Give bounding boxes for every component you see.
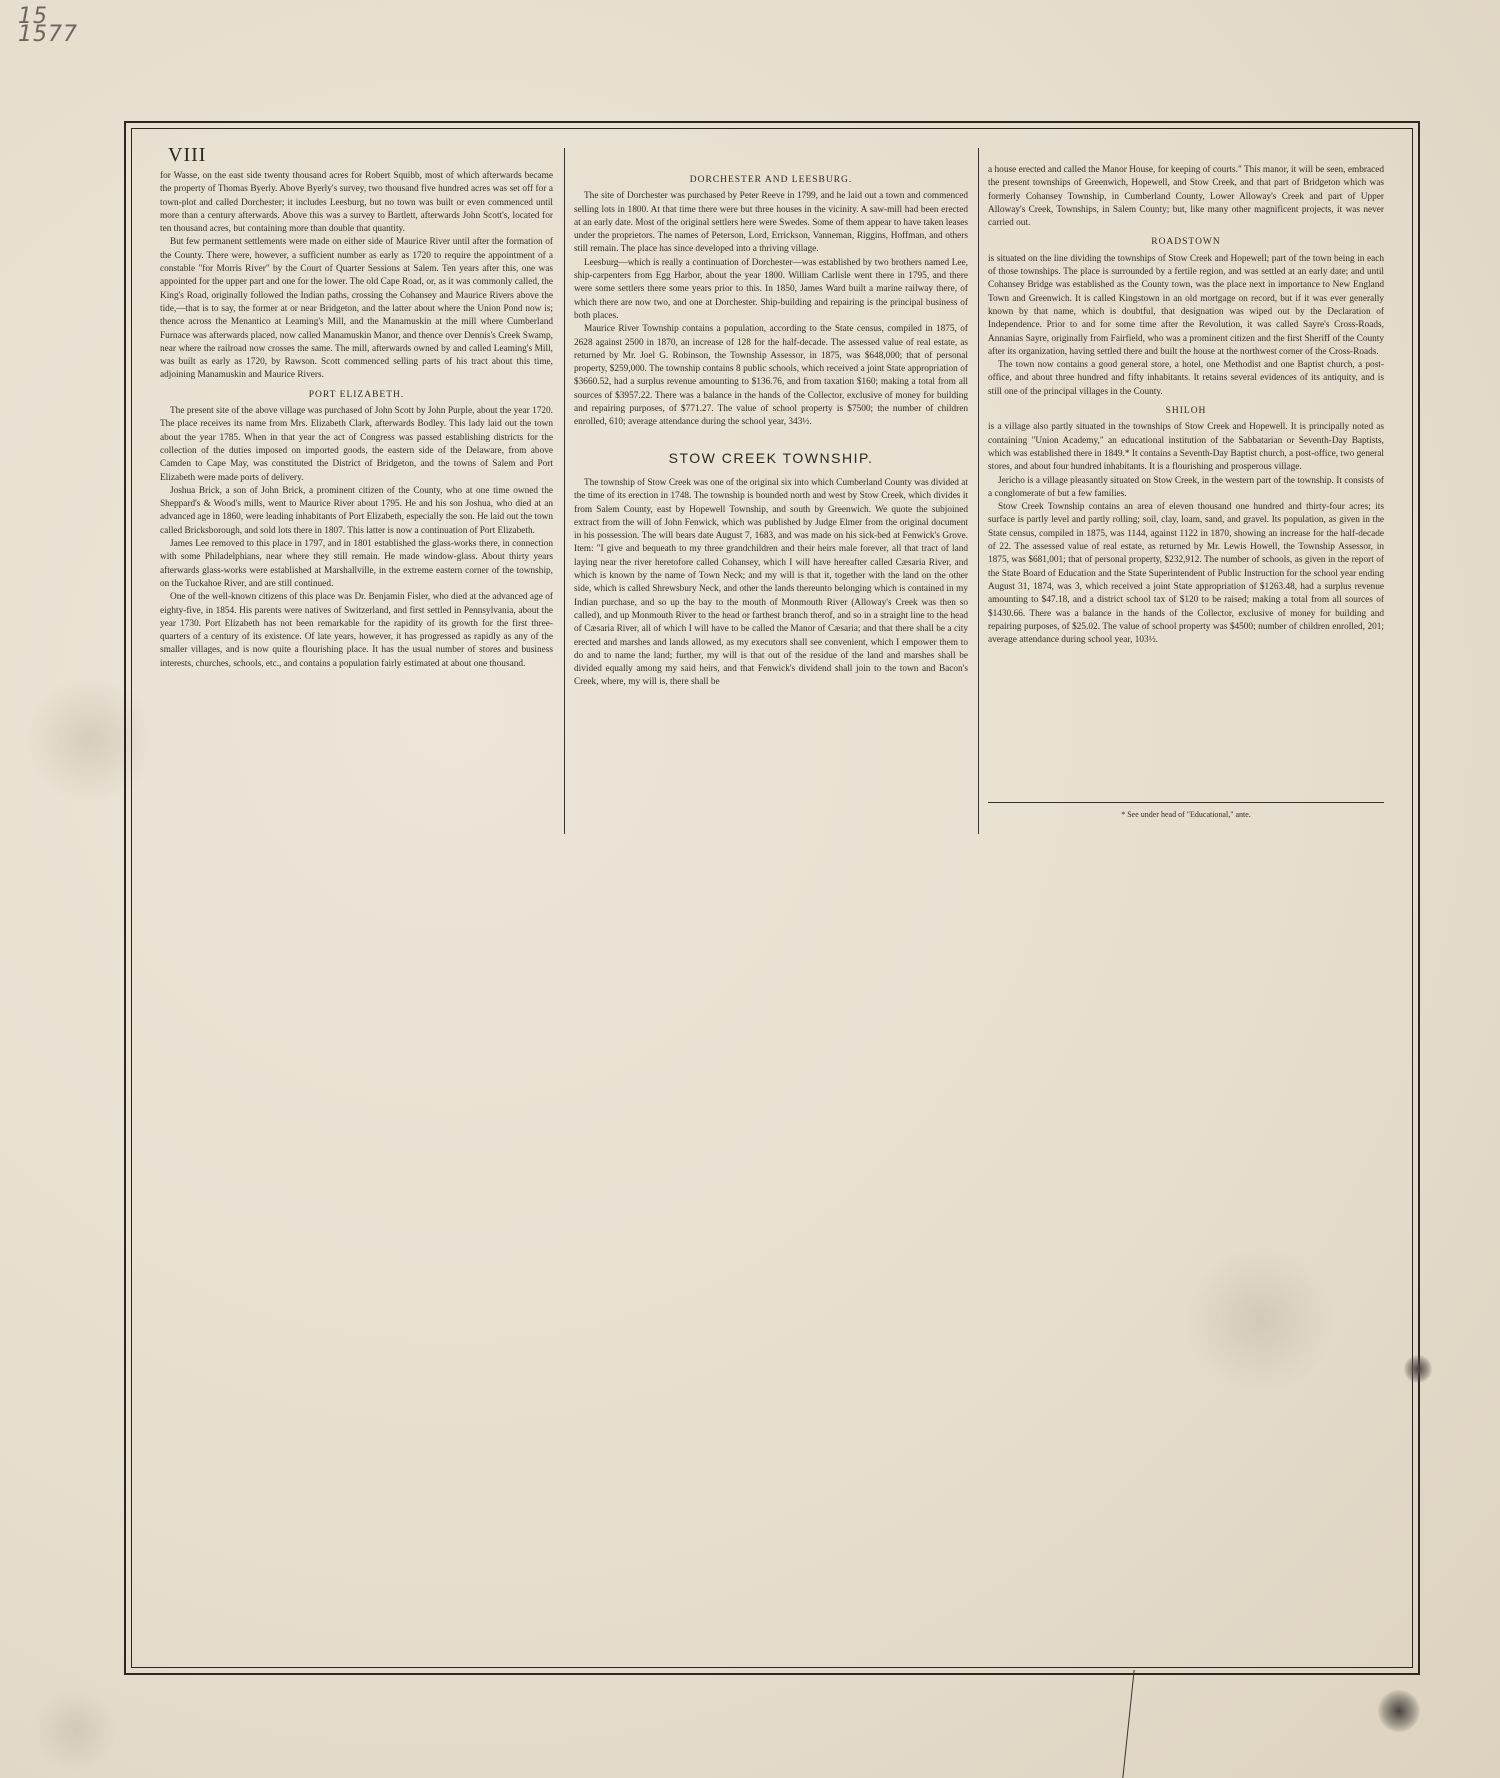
ink-spot [1404, 1355, 1432, 1383]
paragraph: James Lee removed to this place in 1797, and in 1801 established the glass-works there, in connection with some Philadelphians, near where they still remain. He made window-glass. About thirty years afterwards glass-works were established at Marshallville, in the extreme eastern corner of the township, on the Tuckahoe River, and are still continued. [160, 539, 553, 589]
text-column-3 [988, 164, 1384, 647]
paragraph: for Wasse, on the east side twenty thousand acres for Robert Squibb, most of which afterwards became the property of Thomas Byerly. Above Byerly's survey, two thousand five hundred acres was set off for a town-plot and called Dorchester; it includes Leesburg, but no town was built or even commenced until more than a century afterwards. Above this was a survey to Bartlett, afterwards John Scott's, located for ten thousand acres, but containing more than double that quantity. [160, 171, 553, 235]
paragraph: Leesburg—which is really a continuation of Dorchester—was established by two brothers named Lee, ship-carpenters from Egg Harbor, about the year 1800. William Carlisle went there in 1795, and there were some settlers there some years prior to this. In 1850, James Ward built a marine railway there, of which there are now two, and one at Dorchester. Ship-building and repairing is the principal business of both places. [574, 257, 968, 321]
section-heading-stow-creek: STOW CREEK TOWNSHIP. [668, 449, 874, 466]
pencil-annotation: 15 1577 [18, 4, 78, 47]
paragraph: Jericho is a village pleasantly situated on Stow Creek, in the western part of the township. It consists of a conglomerate of but a few families. [988, 475, 1384, 499]
ink-spot [1378, 1690, 1420, 1732]
text-column-2 [574, 168, 968, 690]
footnote: * See under head of "Educational," ante. [1121, 810, 1251, 819]
paragraph: The present site of the above village was purchased of John Scott by John Purple, about the year 1720. The place receives its name from Mrs. Elizabeth Clark, afterwards Bodley. This lady laid out the town about the year 1785. When in that year the act of Congress was passed establishing districts for the collection of the duties imposed on imported goods, the eastern side of the Delaware, from above Camden to Cape May, was constituted the District of Bridgeton, and the towns of Salem and Port Elizabeth were made ports of delivery. [160, 406, 553, 483]
section-heading-port-elizabeth: PORT ELIZABETH. [308, 389, 405, 400]
paragraph: The township of Stow Creek was one of the original six into which Cumberland County was divided at the time of its erection in 1748. The township is bounded north and west by Stow Creek, which divides it from Salem County, east by Hopewell Township, and south by Greenwich. We quote the subjoined extract from the will of John Fenwick, which was published by Judge Elmer from the original document in his possession. The will bears date August 7, 1683, and was made on his sick-bed at Fenwick's Grove. Item: "I give and bequeath to my three grandchildren and their heirs male forever, all that tract of land laying near the river heretofore called Cohansey, which I will have hereafter called Cæsaria River, and which is known by the name of Town Neck; and my will is that it, together with the land on the other side, which is called Shrewsbury Neck, and other the lands thereunto belonging which is contained in my Indian purchase, and so up the bay to the mouth of Monmouth River (Alloway's Creek was then so called), and up Monmouth River to the head or farthest branch therof, and so in a straight line to the head of Cæsaria River, all of which I will have to be called the Manor of Cæsaria; and that there shall be a city erected and marshes and lands allowed, as my executors shall see convenient, which I empower them to do and to name the land; further, my will is that out of the residue of the land and marshes shall be divided equally among my said heirs, and that Fenwick's dividend shall join to the town and Bacon's Creek, where, my will is, there shall be [574, 477, 968, 688]
paragraph: One of the well-known citizens of this place was Dr. Benjamin Fisler, who died at the advanced age of eighty-five, in 1854. His parents were natives of Switzerland, and first settled in Pennsylvania, about the year 1730. Port Elizabeth has not been remarkable for the rapidity of its growth for the first three-quarters of a century of its existence. Of late years, however, it has progressed as rapidly as any of the smaller villages, and is now quite a flourishing place. It has the usual number of stores and business interests, churches, schools, etc., and contains a population fairly estimated at about one thousand. [160, 592, 553, 669]
paragraph: The town now contains a good general store, a hotel, one Methodist and one Baptist church, a post-office, and about three hundred and fifty inhabitants. It retains several evidences of its antiquity, and is still one of the principal villages in the County. [988, 360, 1384, 397]
paragraph: is situated on the line dividing the townships of Stow Creek and Hopewell; part of the town being in each of those townships. The place is surrounded by a fertile region, and was settled at an early date; and until Cohansey Bridge was established as the County town, was the place next in importance to New England Town and Greenwich. It is called Kingstown in an old mortgage on record, but if it was ever generally known by that name, which is doubtful, that designation was wiped out by the Declaration of Independence. Prior to and for some time after the Revolution, it was called Sayre's Cross-Roads, Annanias Sayre, originally from Fairfield, who was a prominent citizen and the first Sheriff of the County after its organization, having settled there and built the house at the northwest corner of the Cross-Roads. [988, 253, 1384, 357]
paragraph: Joshua Brick, a son of John Brick, a prominent citizen of the County, who at one time owned the Sheppard's & Wood's mills, went to Maurice River about 1795. He and his son Joshua, who died at an advanced age in 1860, were leading inhabitants of Port Elizabeth, especially the son. He laid out the town called Bricksborough, and sold lots there in 1807. This latter is now a continuation of Port Elizabeth. [160, 485, 553, 536]
paragraph: is a village also partly situated in the townships of Stow Creek and Hopewell. It is principally noted as containing "Union Academy," an educational institution of the Sabbatarian or Seventh-Day Baptists, which was established there in 1849.* It contains a Seventh-Day Baptist church, a post-office, two general stores, and about four hundred inhabitants. It is a flourishing and prosperous village. [988, 422, 1384, 473]
footnote-rule [988, 802, 1384, 803]
section-heading-dorchester: DORCHESTER AND LEESBURG. [689, 175, 853, 185]
column-divider [564, 148, 565, 834]
section-heading-roadstown: ROADSTOWN [1151, 237, 1221, 248]
paragraph: But few permanent settlements were made on either side of Maurice River until after the formation of the County. There were, however, a sufficient number as early as 1720 to require the appointment of a constable "for Morris River" by the Court of Quarter Sessions at Salem. Ten years after this, one was appointed for the upper part and one for the lower. The old Cape Road, or, as it was commonly called, the King's Road, originally followed the Indian paths, crossing the Cohansey and Maurice Rivers above the tide,—that is to say, the former at or near Bridgeton, and the latter about where the Union Pond now is; thence across the Menantico at Leaming's Mill, and the Manamuskin at the mill where Cumberland Furnace was afterwards placed, now called Manamuskin Manor, and thence over Dennis's Creek Swamp, near where the railroad now crosses the same. The mill, afterwards owned by and called Leaming's Mill, was built as early as 1720, by Rawson. Scott commenced selling parts of his tract about this time, adjoining Manamuskin and Maurice Rivers. [160, 237, 553, 381]
paragraph: The site of Dorchester was purchased by Peter Reeve in 1799, and he laid out a town and commenced selling lots in 1800. At that time there were but three houses in the vicinity. A saw-mill had been erected at an early date. Most of the original settlers here were Swedes. Some of them appear to have taken leases under the proprietors. The names of Peterson, Lord, Errickson, Vanneman, Riggins, Hoffman, and others still remain. The place has since developed into a thriving village. [574, 191, 968, 255]
page-number: VIII [168, 144, 207, 166]
section-heading-shiloh: SHILOH [1165, 406, 1207, 417]
text-column-1 [160, 170, 553, 671]
column-divider [978, 148, 979, 834]
paragraph: a house erected and called the Manor House, for keeping of courts." This manor, it will be seen, embraced the present townships of Greenwich, Hopewell, and Stow Creek, and that part of Bridgeton which was formerly Cohansey Township, in Cumberland County, Lower Alloway's Creek and part of Upper Alloway's Creek, Townships, in Salem County; but, like many other magnificent projects, it was never carried out. [988, 165, 1384, 229]
paragraph: Maurice River Township contains a population, according to the State census, compiled in 1875, of 2628 against 2500 in 1870, an increase of 128 for the half-decade. The assessed value of real estate, as returned by Mr. Joel G. Robinson, the Township Assessor, in 1875, was $648,000; that of personal property, $259,000. The township contains 8 public schools, which received a joint State appropriation of $3660.52, had a surplus revenue amounting to $136.76, and from taxation $160; making a total from all sources of $3957.22. There was a balance in the hands of the Collector, exclusive of money for building and repairing purposes, of $771.27. The value of school property is $7500; the number of children enrolled, 610; average attendance during the school year, 343½. [574, 324, 968, 428]
paragraph: Stow Creek Township contains an area of eleven thousand one hundred and thirty-four acres; its surface is partly level and partly rolling; soil, clay, loam, sand, and gravel. Its population, as given in the State census, compiled in 1875, was 1144, against 1122 in 1870, showing an increase for the half-decade of 22. The assessed value of real estate, as returned by Mr. Lewis Howell, the Township Assessor, in 1875, was $681,001; that of personal property, $232,912. The number of schools, as given in the report of the State Board of Education and the State Superintendent of Public Instruction for the school year ending August 31, 1874, was 3, which received a joint State appropriation of $1263.48, had a surplus revenue amounting to $47.18, and a district school tax of $120 to be raised; making a total from all sources of $1430.66. There was a balance in the hands of the Collector, exclusive of money for building and repairing purposes, of $25.02. The value of school property was $4500; number of children enrolled, 201; average attendance during school year, 103½. [988, 502, 1384, 646]
paper-stain [30, 1690, 120, 1770]
